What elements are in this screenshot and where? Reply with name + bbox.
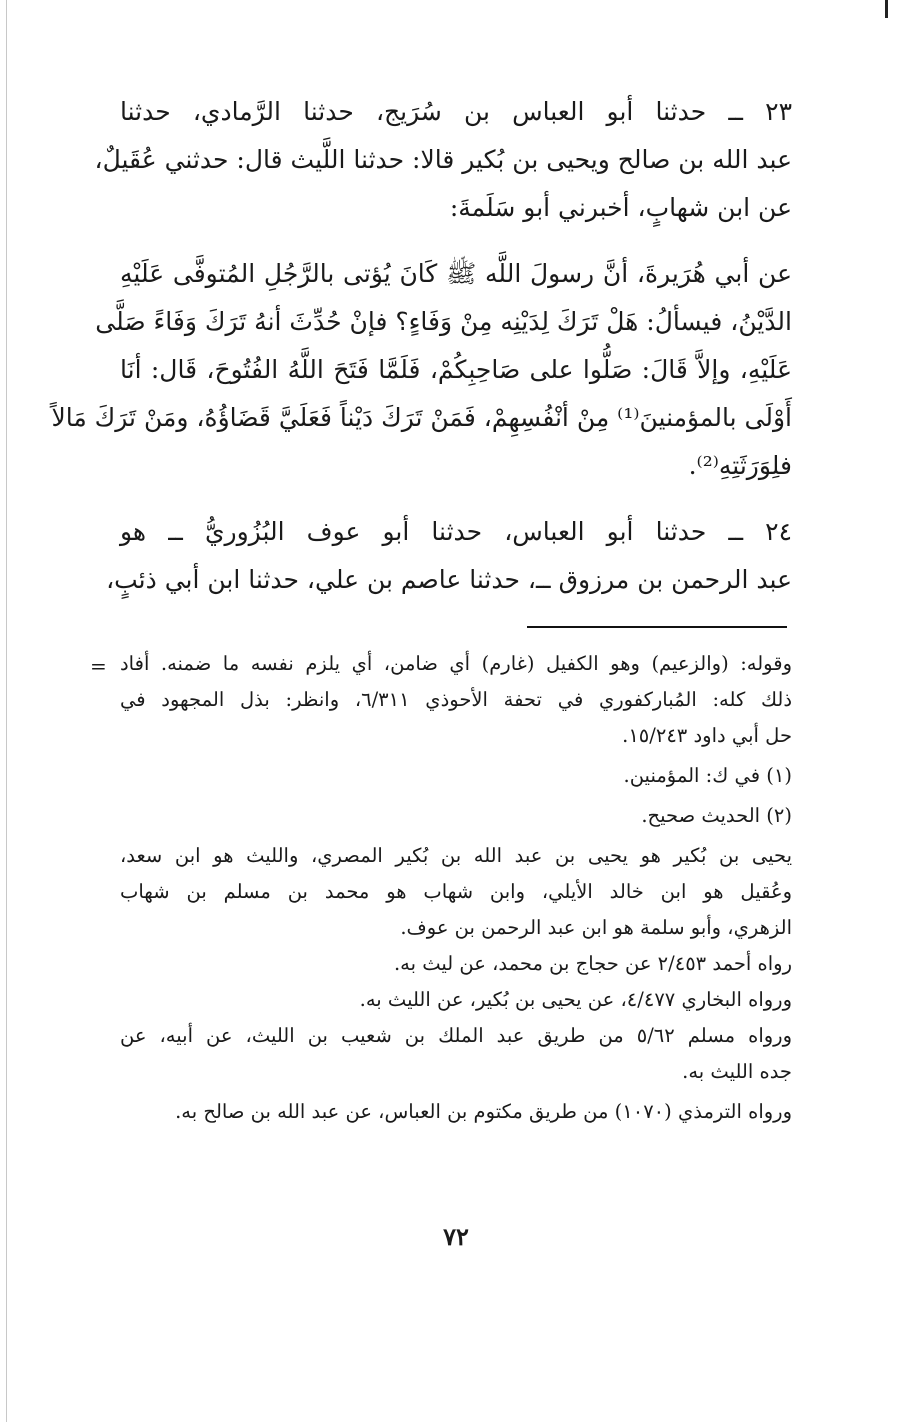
footnote-2-line-3: الزهري، وأبو سلمة هو ابن عبد الرحمن بن عوف. (400, 916, 792, 939)
hadith-23-matn-line-5: فلِوَرَثَتِهِ⁽²⁾. (688, 451, 792, 480)
hadith-23-matn-line-3: عَلَيْهِ، وإلاَّ قَالَ: صَلُّوا على صَاحِبِكُمْ، فَلَمَّا فَتَحَ اللَّهُ الفُتُوحَ، قَال: أنَا (120, 355, 792, 384)
hadith-24 (106, 508, 792, 604)
scan-artifact-mark (885, 0, 888, 18)
footnotes (120, 646, 792, 1130)
hadith-23-isnad-line-1: ٢٣ ــ حدثنا أبو العباس بن سُرَيج، حدثنا الرَّمادي، حدثنا (120, 97, 792, 126)
footnote-continuation-line-1: وقوله: (والزعيم) وهو الكفيل (غارم) أي ضامن، أي يلزم نفسه ما ضمنه. أفاد (120, 652, 792, 675)
hadith-23-isnad-line-2: عبد الله بن صالح ويحيى بن بُكير قالا: حدثنا اللَّيث قال: حدثني عُقَيلٌ، (94, 145, 792, 174)
footnote-continuation-line-2: ذلك كله: المُباركفوري في تحفة الأحوذي ٦/٣١١، وانظر: بذل المجهود في (120, 688, 793, 711)
footnote-2: (٢) الحديث صحيح. (641, 804, 792, 827)
footnote-2-line-7: جده الليث به. (682, 1060, 792, 1083)
footnote-2-line-5: ورواه البخاري ٤/٤٧٧، عن يحيى بن بُكير، عن الليث به. (359, 988, 792, 1011)
page-number: ٧٢ (443, 1222, 469, 1251)
footnote-1: (١) في ك: المؤمنين. (623, 764, 792, 787)
footnote-continuation-line-3: حل أبي داود ١٥/٢٤٣. (622, 724, 792, 747)
hadith-24-line-2: عبد الرحمن بن مرزوق ــ، حدثنا عاصم بن علي، حدثنا ابن أبي ذئبٍ، (106, 565, 792, 594)
footnote-continuation-marker: = (90, 654, 107, 678)
footnote-2-line-1: يحيى بن بُكير هو يحيى بن عبد الله بن بُكير المصري، والليث هو ابن سعد، (120, 844, 792, 867)
hadith-24-line-1: ٢٤ ــ حدثنا أبو العباس، حدثنا أبو عوف البُزُوريُّ ــ هو (120, 517, 792, 546)
hadith-23-matn-line-2: الدَّيْنُ، فيسألُ: هَلْ تَرَكَ لِدَيْنِه مِنْ وَفَاءٍ؟ فإنْ حُدِّثَ أنهُ تَرَكَ وَفَاءً صَلَّى (95, 307, 792, 336)
hadith-23-isnad-line-3: عن ابن شهابٍ، أخبرني أبو سَلَمةَ: (449, 193, 792, 222)
footnote-2-line-8: ورواه الترمذي (١٠٧٠) من طريق مكتوم بن العباس، عن عبد الله بن صالح به. (175, 1100, 792, 1123)
footnote-2-line-6: ورواه مسلم ٥/٦٢ من طريق عبد الملك بن شعيب بن الليث، عن أبيه، عن (120, 1024, 792, 1047)
footnote-2-line-2: وعُقيل هو ابن خالد الأيلي، وابن شهاب هو محمد بن مسلم بن شهاب (120, 880, 792, 903)
hadith-23 (51, 88, 792, 490)
scan-edge-line (6, 0, 7, 1422)
main-text (51, 88, 792, 604)
footnote-separator (527, 626, 787, 628)
footnote-2-line-4: رواه أحمد ٢/٤٥٣ عن حجاج بن محمد، عن ليث به. (393, 952, 792, 975)
hadith-23-matn-line-1: عن أبي هُرَيرةَ، أنَّ رسولَ اللَّه ﷺ كَانَ يُؤتى بالرَّجُلِ المُتوفَّى عَلَيْهِ (120, 259, 792, 288)
hadith-23-matn-line-4: أَوْلَى بالمؤمنينَ⁽¹⁾ مِنْ أنْفُسِهِمْ، فَمَنْ تَرَكَ دَيْناً فَعَلَيَّ قَضَاؤُهُ، ومَنْ تَرَكَ مَالاً (51, 403, 792, 432)
